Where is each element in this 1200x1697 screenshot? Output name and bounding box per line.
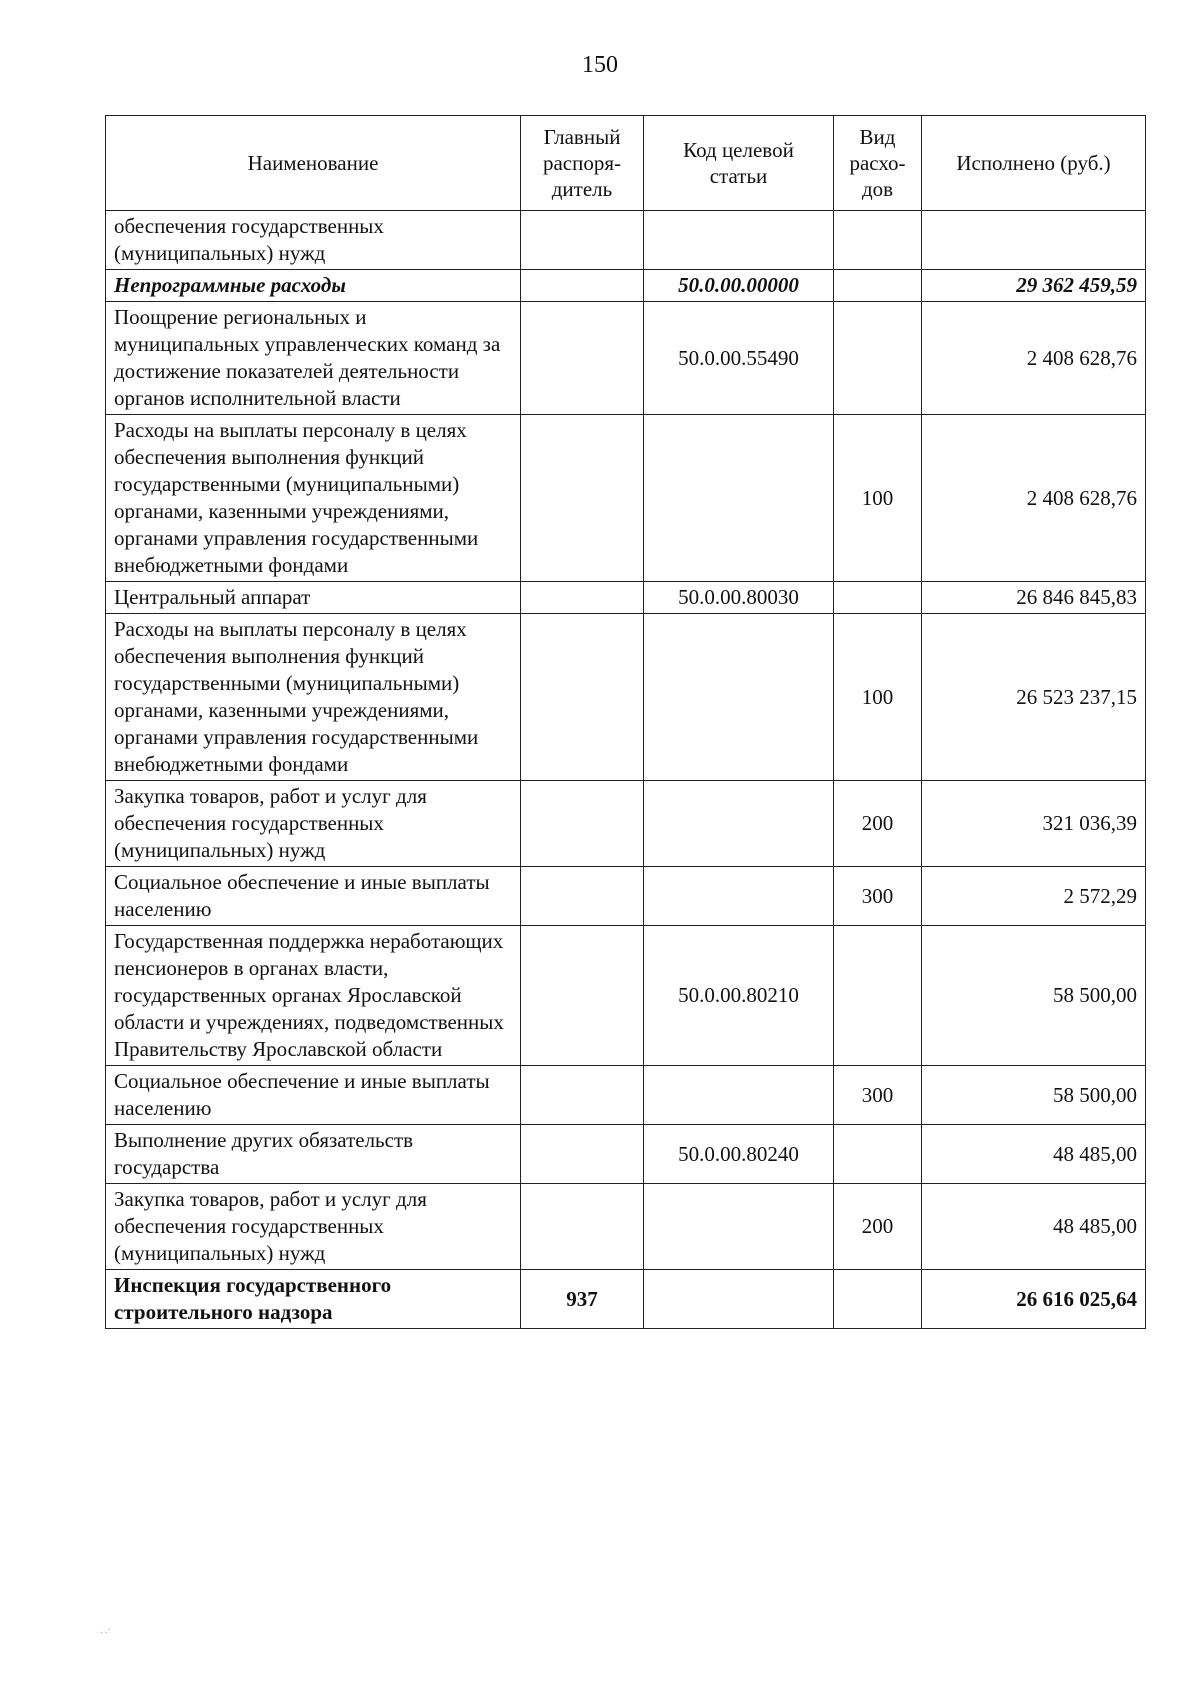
cell-manager: [521, 1125, 644, 1184]
cell-type: 200: [834, 781, 922, 867]
cell-name: Расходы на выплаты персоналу в целях обеспечения выполнения функций государственными (муниципальными) органами, казенными учреждениями, органами управления государственными внебюджетными фондами: [106, 415, 521, 582]
cell-type: 200: [834, 1184, 922, 1270]
table-row: [106, 1066, 1146, 1125]
cell-manager: [521, 415, 644, 582]
table-row: [106, 211, 1146, 270]
cell-manager: [521, 211, 644, 270]
table-row: [106, 582, 1146, 614]
cell-amount: 321 036,39: [922, 781, 1146, 867]
header-name: Наименование: [106, 116, 521, 211]
table-row: [106, 1184, 1146, 1270]
cell-amount: 48 485,00: [922, 1125, 1146, 1184]
header-amount: Исполнено (руб.): [922, 116, 1146, 211]
header-code: Код целевой статьи: [644, 116, 834, 211]
cell-code: 50.0.00.00000: [644, 270, 834, 302]
header-type: Вид расхо-дов: [834, 116, 922, 211]
cell-code: 50.0.00.55490: [644, 302, 834, 415]
table-row: [106, 926, 1146, 1066]
cell-manager: [521, 926, 644, 1066]
cell-amount: 26 616 025,64: [922, 1270, 1146, 1329]
cell-name: Государственная поддержка неработающих пенсионеров в органах власти, государственных органах Ярославской области и учреждениях, подведомственных Правительству Ярославской области: [106, 926, 521, 1066]
cell-name: Непрограммные расходы: [106, 270, 521, 302]
cell-code: 50.0.00.80030: [644, 582, 834, 614]
cell-manager: 937: [521, 1270, 644, 1329]
table-row: [106, 867, 1146, 926]
cell-type: [834, 270, 922, 302]
cell-amount: [922, 211, 1146, 270]
cell-code: [644, 867, 834, 926]
cell-amount: 26 846 845,83: [922, 582, 1146, 614]
cell-type: [834, 926, 922, 1066]
cell-amount: 2 408 628,76: [922, 302, 1146, 415]
table-row: [106, 1125, 1146, 1184]
page-number: 150: [582, 52, 618, 78]
cell-manager: [521, 614, 644, 781]
cell-manager: [521, 1066, 644, 1125]
table-row: [106, 1270, 1146, 1329]
cell-amount: 58 500,00: [922, 926, 1146, 1066]
cell-code: [644, 415, 834, 582]
header-manager: Главный распоря-дитель: [521, 116, 644, 211]
cell-type: [834, 1270, 922, 1329]
cell-code: [644, 211, 834, 270]
cell-type: 300: [834, 867, 922, 926]
cell-type: [834, 582, 922, 614]
cell-manager: [521, 582, 644, 614]
cell-name: Социальное обеспечение и иные выплаты населению: [106, 1066, 521, 1125]
cell-amount: 48 485,00: [922, 1184, 1146, 1270]
cell-type: [834, 302, 922, 415]
cell-code: 50.0.00.80210: [644, 926, 834, 1066]
table-row: [106, 302, 1146, 415]
cell-manager: [521, 270, 644, 302]
table-row: [106, 415, 1146, 582]
cell-type: 100: [834, 415, 922, 582]
cell-amount: 2 408 628,76: [922, 415, 1146, 582]
cell-type: 100: [834, 614, 922, 781]
cell-name: Закупка товаров, работ и услуг для обеспечения государственных (муниципальных) нужд: [106, 781, 521, 867]
cell-name: Социальное обеспечение и иные выплаты населению: [106, 867, 521, 926]
cell-code: [644, 1184, 834, 1270]
cell-amount: 29 362 459,59: [922, 270, 1146, 302]
table-row: [106, 614, 1146, 781]
cell-type: [834, 1125, 922, 1184]
cell-name: Центральный аппарат: [106, 582, 521, 614]
cell-code: [644, 1066, 834, 1125]
cell-manager: [521, 781, 644, 867]
cell-type: [834, 211, 922, 270]
cell-code: [644, 1270, 834, 1329]
cell-amount: 2 572,29: [922, 867, 1146, 926]
cell-code: [644, 781, 834, 867]
cell-code: 50.0.00.80240: [644, 1125, 834, 1184]
table-row: [106, 781, 1146, 867]
cell-manager: [521, 867, 644, 926]
cell-name: Поощрение региональных и муниципальных управленческих команд за достижение показателей деятельности органов исполнительной власти: [106, 302, 521, 415]
cell-amount: 26 523 237,15: [922, 614, 1146, 781]
cell-type: 300: [834, 1066, 922, 1125]
table-row: [106, 270, 1146, 302]
cell-name: Инспекция государственного строительного надзора: [106, 1270, 521, 1329]
cell-amount: 58 500,00: [922, 1066, 1146, 1125]
budget-execution-table: [105, 115, 1146, 1329]
cell-name: Закупка товаров, работ и услуг для обеспечения государственных (муниципальных) нужд: [106, 1184, 521, 1270]
cell-manager: [521, 302, 644, 415]
cell-name: Расходы на выплаты персоналу в целях обеспечения выполнения функций государственными (муниципальными) органами, казенными учреждениями, органами управления государственными внебюджетными фондами: [106, 614, 521, 781]
cell-manager: [521, 1184, 644, 1270]
cell-code: [644, 614, 834, 781]
cell-name: обеспечения государственных (муниципальных) нужд: [106, 211, 521, 270]
cell-name: Выполнение других обязательств государства: [106, 1125, 521, 1184]
scan-artifact: . .·: [100, 1625, 111, 1636]
table-header-row: [106, 116, 1146, 211]
